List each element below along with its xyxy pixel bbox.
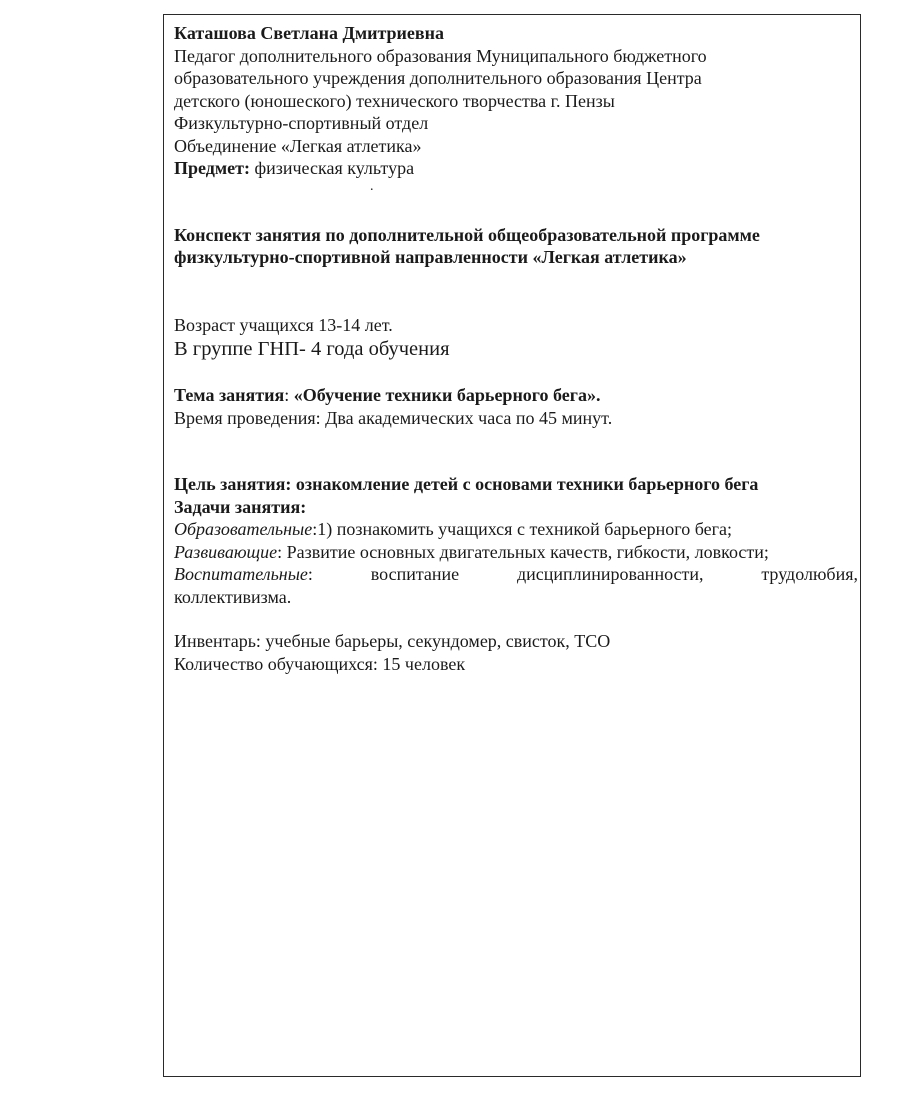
summary-title-line-2: физкультурно-спортивной направленности «Легкая атлетика» [174,247,687,267]
topic-line [174,384,858,407]
task-upbringing-label: Воспитательные [174,564,308,584]
task-developmental [174,541,858,564]
tasks-heading: Задачи занятия: [174,496,307,517]
task-developmental-text: : Развитие основных двигательных качеств, гибкости, ловкости; [277,541,769,562]
author-position-line-2: образовательного учреждения дополнительного образования Центра [174,68,702,88]
spacer [174,269,858,314]
stray-mark: . [370,178,374,194]
author-name: Каташова Светлана Дмитриевна [174,23,444,43]
students-age: Возраст учащихся 13-14 лет. [174,314,393,335]
task-upbringing-word: дисциплинированности, [517,564,704,584]
inventory: Инвентарь: учебные барьеры, секундомер, свисток, ТСО [174,631,611,651]
task-upbringing-word: трудолюбия, [761,564,858,584]
department: Физкультурно-спортивный отдел [174,113,429,133]
author-position-line-1: Педагог дополнительного образования Муниципального бюджетного [174,45,707,66]
task-upbringing-word: воспитание [370,564,460,584]
subject-value: физическая культура [249,158,415,178]
topic-value: «Обучение техники барьерного бега». [293,385,601,405]
lesson-goal: Цель занятия: ознакомление детей с основами техники барьерного бега [174,474,759,494]
subject-line [174,157,858,180]
spacer [174,429,858,473]
spacer [174,202,858,224]
lesson-duration: Время проведения: Два академических часа по 45 минут. [174,407,613,428]
spacer [174,362,858,384]
task-educational-text: :1) познакомить учащихся с техникой барьерного бега; [312,519,732,539]
study-group: В группе ГНП- 4 года обучения [174,338,450,360]
task-upbringing-word: : [307,564,313,584]
topic-separator: : [284,385,294,405]
task-developmental-label: Развивающие [174,541,278,562]
summary-title-line-1: Конспект занятия по дополнительной общеобразовательной программе [174,224,760,245]
task-educational [174,518,858,541]
document-body [174,22,858,675]
spacer [174,608,858,630]
topic-label: Тема занятия [174,385,285,405]
task-upbringing-continuation: коллективизма. [174,586,292,607]
association: Объединение «Легкая атлетика» [174,135,422,156]
task-educational-label: Образовательные [174,519,313,539]
students-count: Количество обучающихся: 15 человек [174,653,466,674]
task-upbringing-lead [174,563,313,586]
task-upbringing [174,563,858,586]
author-position-line-3: детского (юношеского) технического творчества г. Пензы [174,90,615,111]
subject-label: Предмет: [174,158,250,178]
